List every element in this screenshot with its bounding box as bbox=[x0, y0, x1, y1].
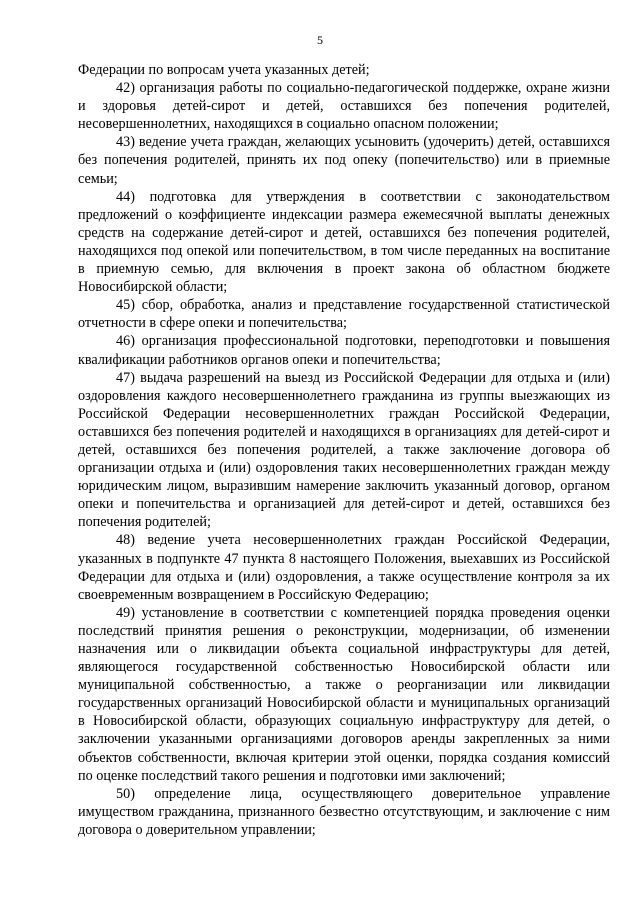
paragraph-item-48: 48) ведение учета несовершеннолетних граждан Российской Федерации, указанных в подпункте 47 пункта 8 настоящего Положения, выехавших из Российской Федерации для отдыха и (или) оздоровления, а также осуществление контроля за их своевременным возвращением в Российскую Федерацию; bbox=[78, 532, 610, 603]
page-number: 5 bbox=[317, 33, 323, 47]
paragraph-item-43: 43) ведение учета граждан, желающих усыновить (удочерить) детей, оставшихся без попечения родителей, принять их под опеку (попечительство) или в приемные семьи; bbox=[78, 134, 610, 187]
paragraph-item-45: 45) сбор, обработка, анализ и представление государственной статистической отчетности в сфере опеки и попечительства; bbox=[78, 297, 610, 332]
paragraph-item-47: 47) выдача разрешений на выезд из Российской Федерации для отдыха и (или) оздоровления каждого несовершеннолетнего гражданина из группы выезжающих из Российской Федерации несовершеннолетних граждан Российской Федерации, оставшихся без попечения родителей и находящихся в организациях для детей-сирот и детей, оставшихся без попечения родителей, а также заключение договора об организации отдыха и (или) оздоровления таких несовершеннолетних граждан между юридическим лицом, выразившим намерение заключить указанный договор, органом опеки и попечительства и организацией для детей-сирот и детей, оставшихся без попечения родителей; bbox=[78, 369, 610, 531]
paragraph-item-44: 44) подготовка для утверждения в соответствии с законодательством предложений о коэффициенте индексации размера ежемесячной выплаты денежных средств на содержание детей-сирот и детей, оставшихся без попечения родителей, находящихся под опекой или попечительством, в том числе переданных на воспитание в приемную семью, для включения в проект закона об областном бюджете Новосибирской области; bbox=[78, 188, 610, 296]
paragraph-item-50: 50) определение лица, осуществляющего доверительное управление имуществом гражданина, признанного безвестно отсутствующим, и заключение с ним договора о доверительном управлении; bbox=[78, 785, 610, 838]
paragraph-item-49: 49) установление в соответствии с компетенцией порядка проведения оценки последствий принятия решения о реконструкции, модернизации, об изменении назначения или о ликвидации объекта социальной инфраструктуры для детей, являющегося государственной собственностью Новосибирской области или муниципальной собственностью, а также о реорганизации или ликвидации государственных организаций Новосибирской области и муниципальных организаций в Новосибирской области, образующих социальную инфраструктуру для детей, о заключении указанными организациями договоров аренды закрепленных за ними объектов собственности, включая критерии этой оценки, порядка создания комиссий по оценке последствий такого решения и подготовки ими заключений; bbox=[78, 604, 610, 784]
document-body bbox=[78, 61, 610, 839]
paragraph-continuation: Федерации по вопросам учета указанных детей; bbox=[78, 62, 370, 78]
paragraph-item-46: 46) организация профессиональной подготовки, переподготовки и повышения квалификации работников органов опеки и попечительства; bbox=[78, 333, 610, 368]
paragraph-item-42: 42) организация работы по социально-педагогической поддержке, охране жизни и здоровья детей-сирот и детей, оставшихся без попечения родителей, несовершеннолетних, находящихся в социально опасном положении; bbox=[78, 80, 610, 133]
